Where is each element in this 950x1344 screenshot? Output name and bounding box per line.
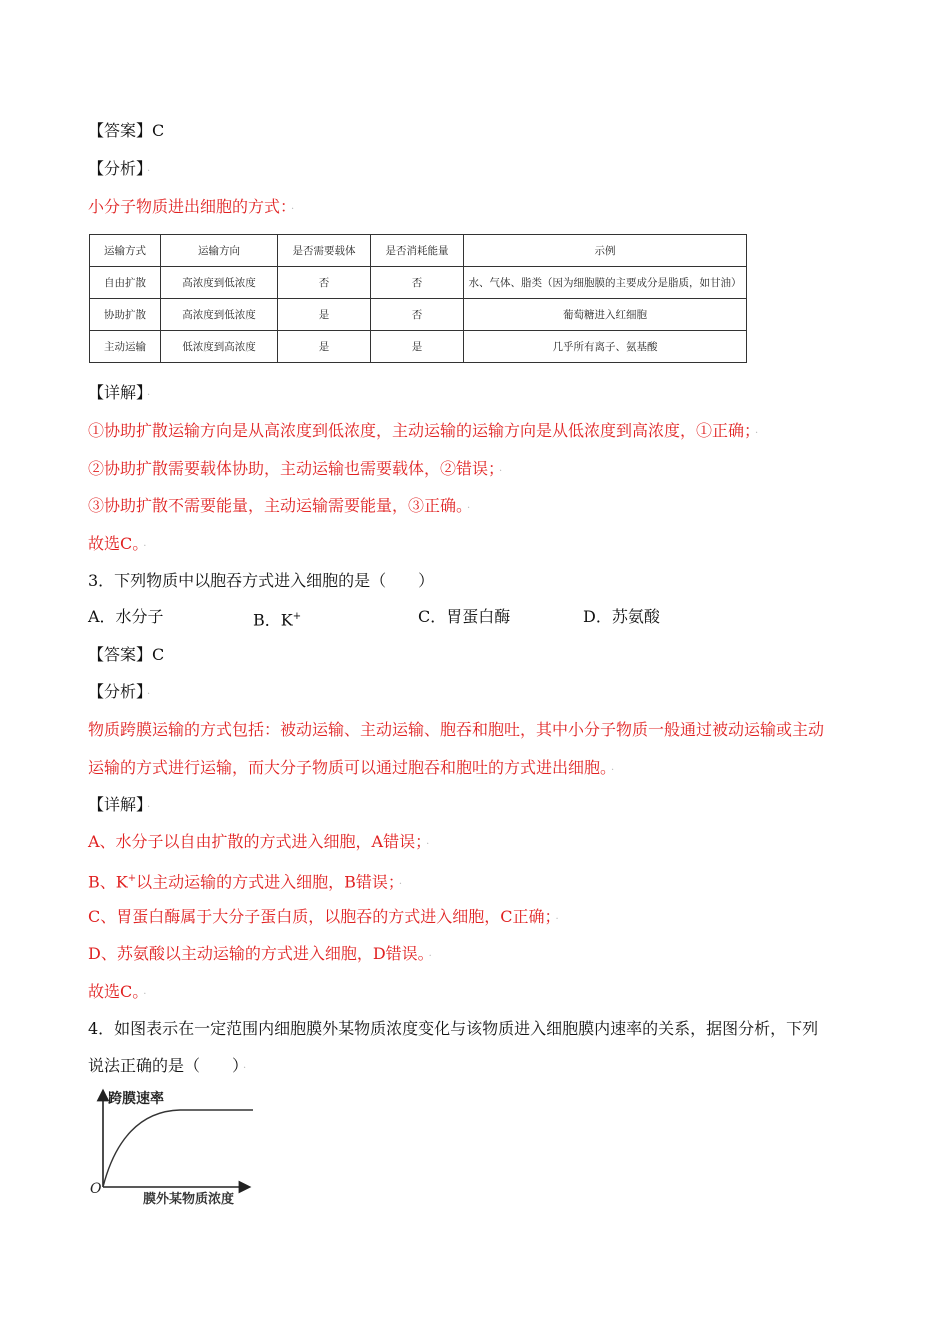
table-header-cell: 运输方式 [90,235,161,267]
table-cell: 高浓度到低浓度 [161,299,278,331]
analysis-line: 物质跨膜运输的方式包括：被动运输、主动运输、胞吞和胞吐，其中小分子物质一般通过被动运输或主动 [88,720,825,739]
detail-line: B、K+以主动运输的方式进入细胞，B错误； · [88,872,403,892]
answer-line-1 [88,120,164,142]
detail-conclusion: 故选C。 · [88,982,147,1001]
table-header-cell: 是否消耗能量 [371,235,464,267]
analysis-intro-1: 小分子物质进出细胞的方式： · [88,197,295,216]
table-cell: 自由扩散 [90,267,161,299]
table-header-row [90,235,747,267]
table-row [90,299,747,331]
detail-line: ①协助扩散运输方向是从高浓度到低浓度，主动运输的运输方向是从低浓度到高浓度，①正确； · [88,421,759,440]
table-cell: 低浓度到高浓度 [161,331,278,363]
origin-label: O [90,1181,102,1197]
table-row [90,267,747,299]
table-header-cell: 是否需要载体 [278,235,371,267]
option-b: B．K+ [253,610,302,630]
question-4-stem-line-1: 4．如图表示在一定范围内细胞膜外某物质浓度变化与该物质进入细胞膜内速率的关系，据图分析，下列 [88,1019,819,1038]
transport-comparison-table [89,234,747,363]
answer-line-2: 【答案】C [88,645,165,664]
table-header-cell: 运输方向 [161,235,278,267]
table-cell: 几乎所有离子、氨基酸 [464,331,747,363]
analysis-label-2: 【分析】 · [88,682,151,701]
detail-label-1: 【详解】 · [88,383,151,402]
table-cell: 协助扩散 [90,299,161,331]
x-axis-label: 膜外某物质浓度 [143,1192,235,1207]
detail-label-2: 【详解】 · [88,795,151,814]
detail-line: ③协助扩散不需要能量，主动运输需要能量，③正确。 · [88,496,471,515]
answer-value: C [152,121,165,140]
table-cell: 是 [371,331,464,363]
option-c: C．胃蛋白酶 [418,607,511,626]
option-d: D．苏氨酸 [583,607,660,626]
table-cell: 水、气体、脂类（因为细胞膜的主要成分是脂质，如甘油） [464,267,747,299]
question-3-options [88,606,888,628]
table-cell: 是 [278,331,371,363]
detail-conclusion: 故选C。 · [88,534,147,553]
detail-line: D、苏氨酸以主动运输的方式进入细胞，D错误。 · [88,944,432,963]
detail-line: ②协助扩散需要载体协助，主动运输也需要载体，②错误； · [88,459,503,478]
detail-line: C、胃蛋白酶属于大分子蛋白质，以胞吞的方式进入细胞，C正确； · [88,907,559,926]
analysis-label-1: 【分析】 · [88,159,151,178]
table-cell: 葡萄糖进入红细胞 [464,299,747,331]
table-cell: 是 [278,299,371,331]
rate-curve [103,1110,253,1187]
table-cell: 否 [371,267,464,299]
transport-rate-graph [85,1085,275,1210]
table-cell: 否 [278,267,371,299]
table-cell: 主动运输 [90,331,161,363]
table-cell: 高浓度到低浓度 [161,267,278,299]
y-axis-label: 跨膜速率 [108,1091,164,1107]
table-row [90,331,747,363]
table-cell: 否 [371,299,464,331]
answer-label: 【答案】 [88,121,153,140]
detail-line: A、水分子以自由扩散的方式进入细胞，A错误； · [88,832,430,851]
option-a: A．水分子 [88,607,164,626]
question-4-stem-line-2: 说法正确的是（ ） · [88,1056,247,1075]
analysis-line: 运输的方式进行运输，而大分子物质可以通过胞吞和胞吐的方式进出细胞。 · [88,758,615,777]
question-3-stem: 3．下列物质中以胞吞方式进入细胞的是（ ） [88,571,435,590]
table-header-cell: 示例 [464,235,747,267]
